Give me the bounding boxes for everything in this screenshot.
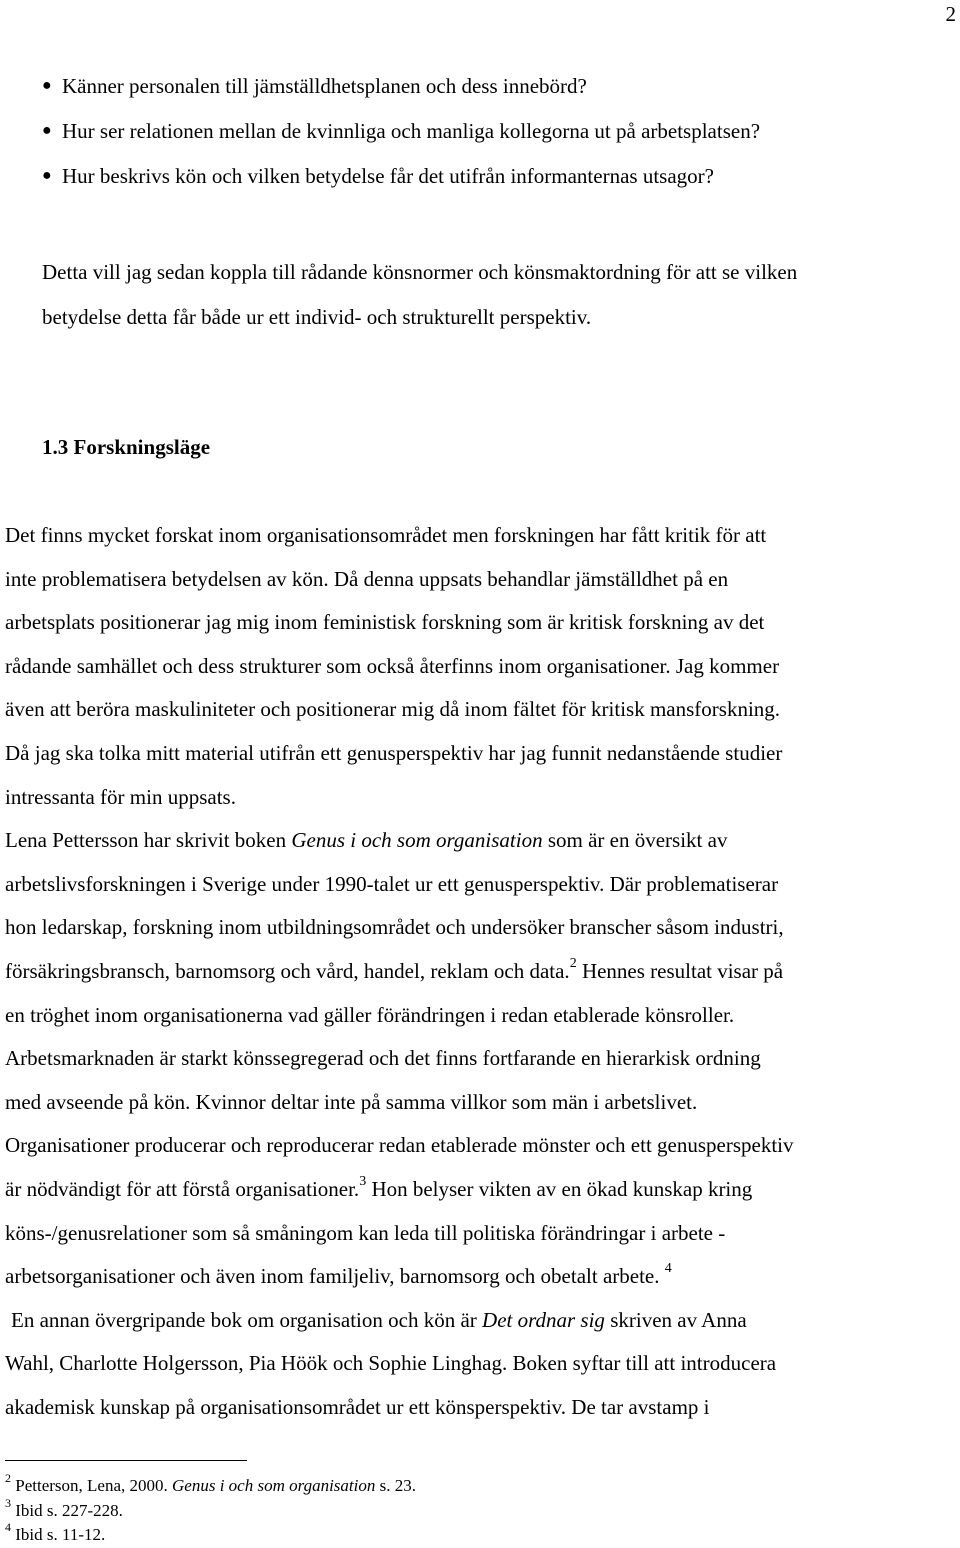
footnote-text: Ibid s. 227-228. (15, 1500, 123, 1520)
text-line: Wahl, Charlotte Holgersson, Pia Höök och Sophie Linghag. Boken syftar till att introducera (5, 1351, 777, 1376)
text-line (5, 819, 955, 863)
text-line: inte problematisera betydelsen av kön. Då denna uppsats behandlar jämställdhet på en (5, 566, 729, 591)
list-item-text: Hur beskrivs kön och vilken betydelse får det utifrån informanternas utsagor? (62, 164, 714, 188)
bullet-icon: ● (42, 167, 52, 184)
text-line: arbetsplats positionerar jag mig inom feministisk forskning som är kritisk forskning av det (5, 610, 765, 635)
body-text (5, 514, 955, 1429)
book-title: Genus i och som organisation (172, 1476, 376, 1495)
text-line: Då jag ska tolka mitt material utifrån ett genusperspektiv har jag funnit nedanstående studier (5, 740, 783, 765)
text-line: hon ledarskap, forskning inom utbildningsområdet och undersöker branscher såsom industri, (5, 915, 784, 940)
footnote-ref[interactable]: 3 (359, 1173, 367, 1189)
text-line (5, 950, 955, 994)
intro-paragraph (42, 250, 954, 340)
text-line: Organisationer producerar och reproducerar redan etablerade mönster och ett genusperspektiv (5, 1133, 794, 1158)
text-line (5, 1299, 955, 1343)
text-line: intressanta för min uppsats. (5, 784, 236, 809)
text-line: med avseende på kön. Kvinnor deltar inte på samma villkor som män i arbetslivet. (5, 1089, 698, 1114)
book-title: Genus i och som organisation (291, 828, 543, 853)
footnote-number: 2 (5, 1471, 11, 1486)
page-number: 2 (945, 2, 956, 26)
text-run: skriven av Anna (604, 1307, 747, 1332)
text-line: köns-/genusrelationer som så småningom kan leda till politiska förändringar i arbete - (5, 1220, 726, 1245)
question-list (42, 74, 952, 209)
footnote (5, 1520, 416, 1548)
bullet-icon: ● (42, 77, 52, 94)
text-run: försäkringsbransch, barnomsorg och vård, handel, reklam och data. (5, 958, 570, 983)
text-run: Hennes resultat visar på (576, 958, 784, 983)
text-line: betydelse detta får både ur ett individ- och strukturellt perspektiv. (42, 305, 592, 329)
text-line: akademisk kunskap på organisationsområdet ur ett könsperspektiv. De tar avstamp i (5, 1394, 710, 1419)
footnote-ref[interactable]: 4 (664, 1261, 672, 1277)
text-run: Hon belyser vikten av en ökad kunskap kring (366, 1176, 753, 1201)
text-line: Detta vill jag sedan koppla till rådande könsnormer och könsmaktordning för att se vilken (42, 260, 798, 284)
bullet-icon: ● (42, 122, 52, 139)
text-run: En annan övergripande bok om organisation och kön är (11, 1307, 483, 1332)
list-item (42, 164, 952, 209)
footnote-text: s. 23. (375, 1476, 416, 1495)
text-line: en tröghet inom organisationerna vad gäller förändringen i redan etablerade könsroller. (5, 1002, 735, 1027)
text-line: Det finns mycket forskat inom organisationsområdet men forskningen har fått kritik för att (5, 523, 767, 547)
text-line: även att beröra maskuliniteter och positionerar mig då inom fältet för kritisk mansforskning. (5, 697, 781, 722)
text-line: arbetslivsforskningen i Sverige under 1990-talet ur ett genusperspektiv. Där problematiserar (5, 871, 779, 896)
text-line: rådande samhället och dess strukturer som också återfinns inom organisationer. Jag kommer (5, 653, 780, 678)
footnote-number: 3 (5, 1495, 11, 1510)
text-run: Lena Pettersson har skrivit boken (5, 828, 292, 853)
book-title: Det ordnar sig (482, 1307, 605, 1332)
footnote-number: 4 (5, 1520, 11, 1535)
footnote-divider (5, 1460, 247, 1461)
footnote-ref[interactable]: 2 (569, 955, 577, 971)
text-run: är nödvändigt för att förstå organisationer. (5, 1176, 360, 1201)
footnote-text: Petterson, Lena, 2000. (15, 1476, 172, 1495)
footnote (5, 1471, 416, 1499)
list-item-text: Hur ser relationen mellan de kvinnliga och manliga kollegorna ut på arbetsplatsen? (62, 119, 761, 143)
text-line (5, 1255, 955, 1299)
section-heading: 1.3 Forskningsläge (42, 435, 211, 459)
text-run: arbetsorganisationer och även inom familjeliv, barnomsorg och obetalt arbete. (5, 1264, 665, 1289)
list-item (42, 74, 952, 119)
text-line: Arbetsmarknaden är starkt könssegregerad och det finns fortfarande en hierarkisk ordning (5, 1046, 761, 1071)
list-item-text: Känner personalen till jämställdhetsplanen och dess innebörd? (62, 74, 587, 98)
footnote (5, 1495, 416, 1524)
footnote-text: Ibid s. 11-12. (15, 1525, 106, 1544)
list-item (42, 119, 952, 164)
footnotes (5, 1471, 416, 1548)
text-line (5, 1168, 955, 1212)
text-run: som är en översikt av (542, 828, 728, 853)
